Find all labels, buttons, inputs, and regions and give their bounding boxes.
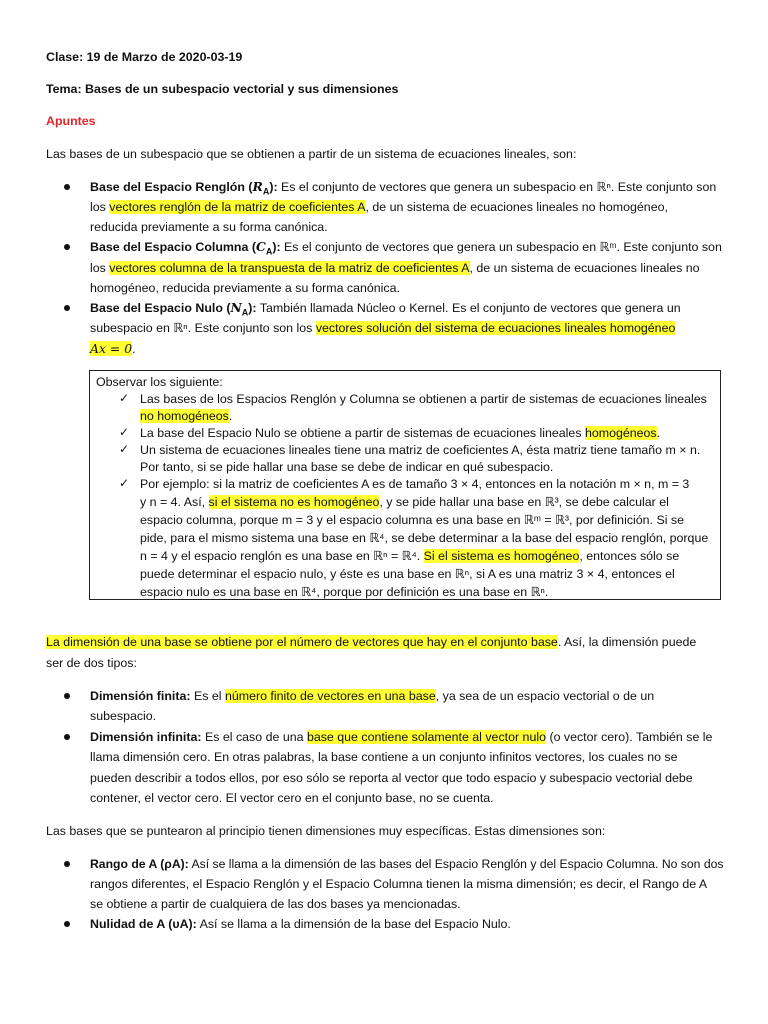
dimension-paragraph-line2: ser de dos tipos: [46, 656, 137, 670]
base-columna-title: Base del Espacio Columna $(C_A)$: [90, 239, 281, 257]
highlight-text: no homogéneos [140, 409, 229, 423]
dimension-finite-title: Dimensión finita: [90, 689, 191, 703]
topic-title: Tema: Bases de un subespacio vectorial y sus dimensiones [46, 82, 399, 96]
highlight-text: vectores solución del sistema de ecuaciones lineales homogéneo [315, 321, 676, 335]
highlight-text: número finito de vectores en una base [224, 689, 436, 703]
highlight-text: vectores columna de la transpuesta de la matriz de coeficientes A [109, 261, 470, 275]
base-nulo-line1 [90, 300, 681, 320]
highlight-equation: Ax = 0 [90, 341, 133, 356]
dimension-infinite-line3: pueden describir a todos ellos, por eso sólo se reporta al vector que todo espacio y subespacio vectorial debe [90, 771, 693, 785]
bullet-dot [64, 734, 70, 740]
dimension-infinite-line4: contener, el vector cero. El vector cero en el conjunto base, no se cuenta. [90, 791, 494, 805]
observation-item4-line5: n = 4 y el espacio renglón es una base en ℝⁿ = ℝ⁴. Si el sistema es homogéneo, entonces sólo se [140, 549, 680, 563]
bullet-dot [64, 693, 70, 699]
observation-item4-line2: y n = 4. Así, si el sistema no es homogéneo, y se pide hallar una base en ℝ³, se debe calcular el [140, 495, 669, 509]
checkmark-icon: ✓ [119, 391, 130, 405]
checkmark-icon: ✓ [119, 425, 130, 439]
observation-item4-line3: espacio columna, porque m = 3 y el espacio columna es una base en ℝᵐ = ℝ³, por definición. Si se [140, 513, 684, 527]
highlight-text: homogéneos [584, 426, 657, 440]
highlight-text: vectores renglón de la matriz de coeficientes A [109, 200, 366, 214]
base-columna-line2: los vectores columna de la transpuesta de la matriz de coeficientes A, de un sistema de ecuaciones lineales no [90, 261, 700, 275]
dimension-paragraph-line1: La dimensión de una base se obtiene por el número de vectores que hay en el conjunto base. Así, la dimensión puede [46, 635, 697, 649]
checkmark-icon: ✓ [119, 442, 130, 456]
rango-title: Rango de A (ρA): [90, 857, 189, 871]
observation-title: Observar los siguiente: [96, 375, 223, 389]
rango-line2: rangos diferentes, el Espacio Renglón y el Espacio Columna tienen la misma dimensión; es decir, el Rango de A [90, 877, 708, 891]
dimension-infinite-line2: llama dimensión cero. En otras palabras, la base contiene a un conjunto infinitos vectores, los cuales no se [90, 750, 678, 764]
base-columna-text: Es el conjunto de vectores que genera un subespacio en ℝᵐ. Este conjunto son [284, 240, 722, 254]
checkmark-icon: ✓ [119, 476, 130, 490]
base-columna-line3: homogéneo, reducida previamente a su forma canónica. [90, 281, 400, 295]
observation-item3-line2: Por tanto, si se pide hallar una base se debe de indicar en qué subespacio. [140, 460, 554, 474]
notes-heading: Apuntes [46, 114, 96, 128]
rango-line1: Rango de A (ρA): Así se llama a la dimensión de las bases del Espacio Renglón y del Espacio Columna. No son dos [90, 857, 724, 871]
highlight-text: Si el sistema es homogéneo [423, 549, 580, 563]
specific-intro: Las bases que se puntearon al principio tienen dimensiones muy específicas. Estas dimensiones son: [46, 824, 606, 838]
bullet-dot [64, 861, 70, 867]
dimension-finite-line1: Dimensión finita: Es el número finito de vectores en una base, ya sea de un espacio vectorial o de un [90, 689, 655, 703]
rango-line3: se obtiene a partir de cualquiera de las dos bases ya mencionadas. [90, 897, 461, 911]
observation-item2: La base del Espacio Nulo se obtiene a partir de sistemas de ecuaciones lineales homogéneos. [140, 426, 661, 440]
bullet-dot [64, 244, 70, 250]
base-renglon-line3: reducida previamente a su forma canónica. [90, 220, 328, 234]
dimension-finite-line2: subespacio. [90, 709, 157, 723]
observation-item4-line1: Por ejemplo: si la matriz de coeficientes A es de tamaño 3 × 4, entonces en la notación m × n, m = 3 [140, 477, 690, 491]
bullet-dot [64, 184, 70, 190]
highlight-text: si el sistema no es homogéneo [208, 495, 380, 509]
intro-paragraph: Las bases de un subespacio que se obtienen a partir de un sistema de ecuaciones lineales, son: [46, 147, 577, 161]
base-nulo-line3: Ax = 0. [90, 341, 136, 356]
dimension-infinite-title: Dimensión infinita: [90, 730, 202, 744]
observation-item4-line7: espacio nulo es una base en ℝ⁴, porque por definición es una base en ℝⁿ. [140, 585, 549, 599]
base-nulo-title: Base del Espacio Nulo $(N_A)$: [90, 300, 257, 318]
dimension-infinite-line1: Dimensión infinita: Es el caso de una base que contiene solamente al vector nulo (o vector cero). También se le [90, 730, 713, 744]
nulidad-line1: Nulidad de A (υA): Así se llama a la dimensión de la base del Espacio Nulo. [90, 917, 511, 931]
bullet-dot [64, 921, 70, 927]
base-columna-line1 [90, 239, 722, 259]
observation-item1-line1: Las bases de los Espacios Renglón y Columna se obtienen a partir de sistemas de ecuaciones lineales [140, 392, 707, 406]
base-nulo-text: También llamada Núcleo o Kernel. Es el conjunto de vectores que genera un [259, 301, 681, 315]
observation-item4-line6: puede determinar el espacio nulo, y éste es una base en ℝⁿ, si A es una matriz 3 × 4, entonces el [140, 567, 675, 581]
observation-item1-line2: no homogéneos. [140, 409, 233, 423]
base-nulo-line2: subespacio en ℝⁿ. Este conjunto son los vectores solución del sistema de ecuaciones lineales homogéneo [90, 321, 676, 335]
highlight-text: La dimensión de una base se obtiene por el número de vectores que hay en el conjunto base [46, 635, 558, 649]
highlight-text: base que contiene solamente al vector nulo [306, 730, 546, 744]
nulidad-title: Nulidad de A (υA): [90, 917, 197, 931]
observation-item4-line4: pide, para el mismo sistema una base en ℝ⁴, se debe determinar a la base del espacio renglón, porque [140, 531, 709, 545]
observation-item3-line1: Un sistema de ecuaciones lineales tiene una matriz de coeficientes A, ésta matriz tiene tamaño m × n. [140, 443, 701, 457]
base-renglon-text: Es el conjunto de vectores que genera un subespacio en ℝⁿ. Este conjunto son [281, 180, 717, 194]
bullet-dot [64, 305, 70, 311]
class-date: Clase: 19 de Marzo de 2020-03-19 [46, 50, 243, 64]
base-renglon-title: Base del Espacio Renglón $(R_A)$: [90, 179, 278, 197]
base-renglon-line1 [90, 179, 722, 199]
base-renglon-line2: los vectores renglón de la matriz de coeficientes A, de un sistema de ecuaciones lineales no homogéneo, [90, 200, 668, 214]
